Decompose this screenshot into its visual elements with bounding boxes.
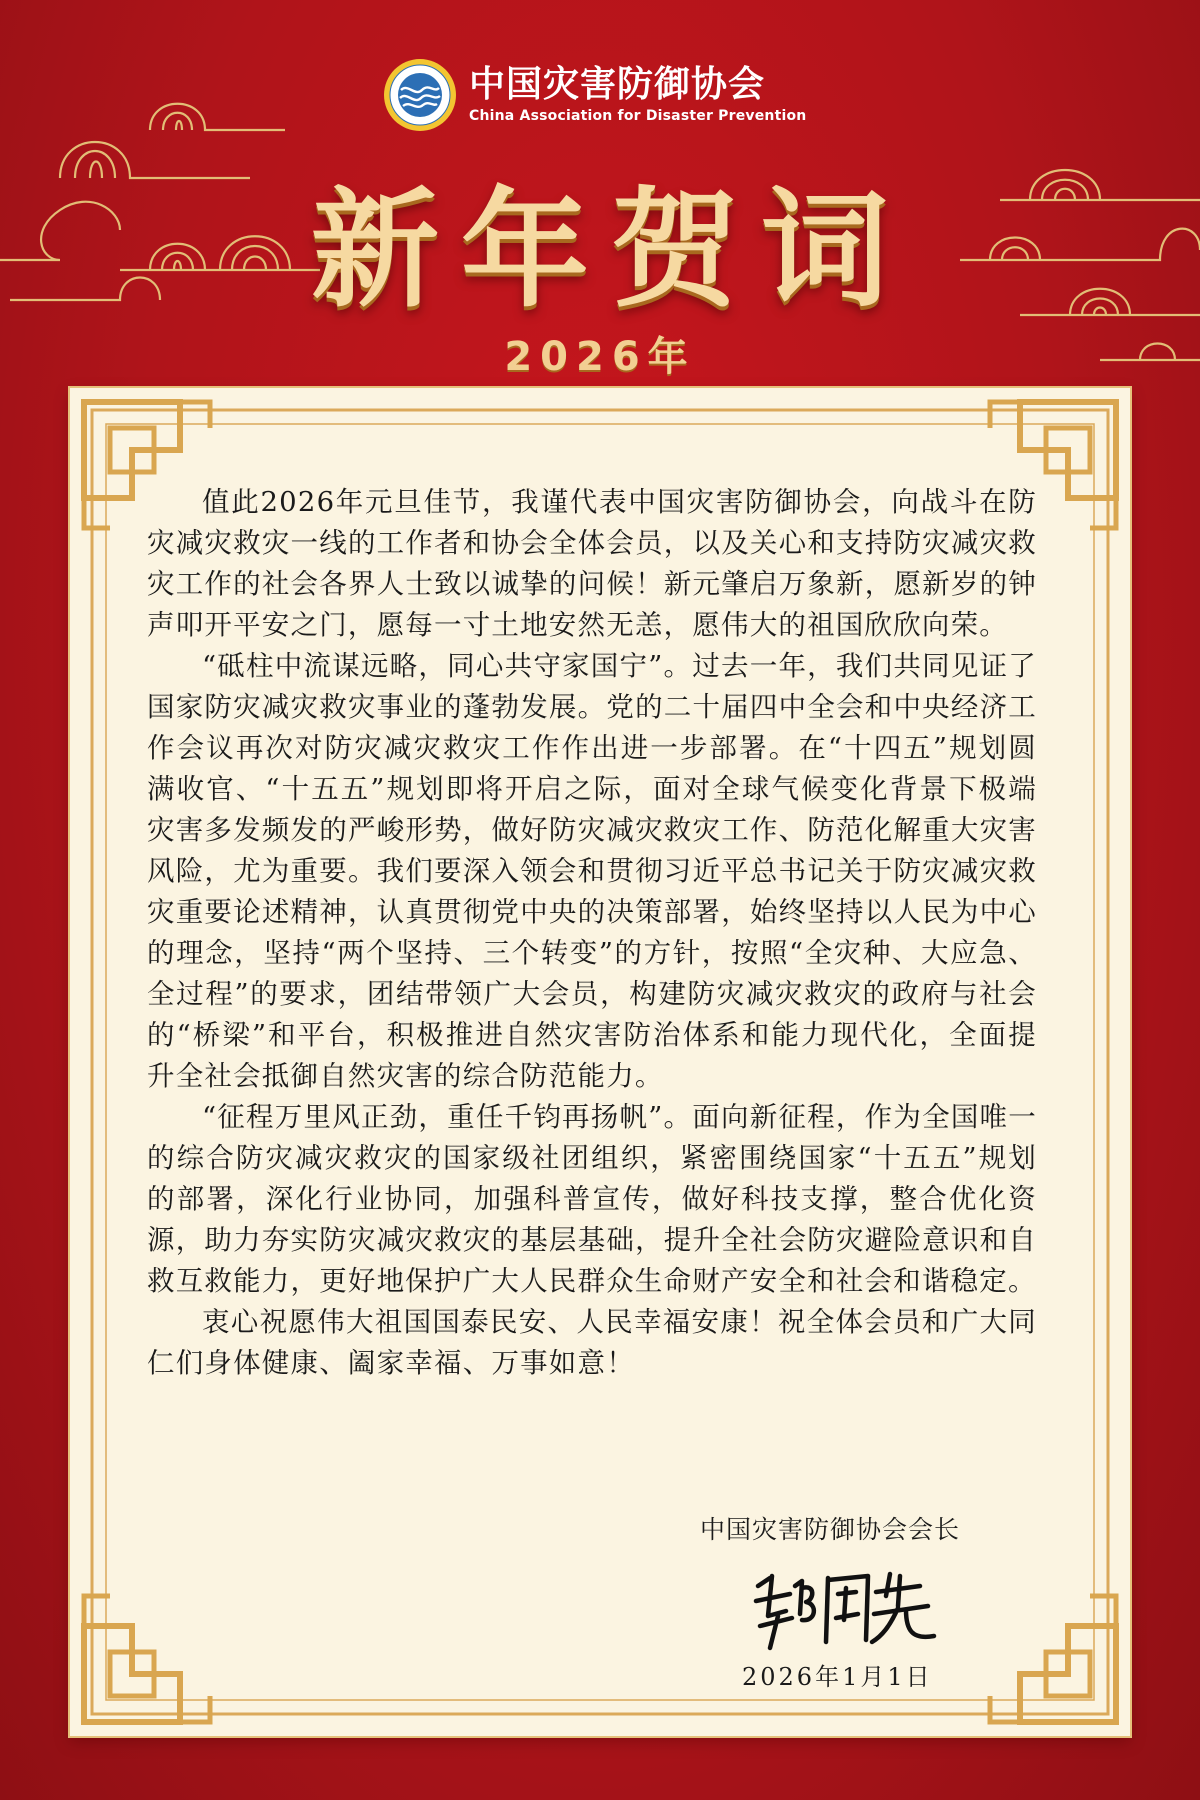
signatory-title: 中国灾害防御协会会长 — [700, 1515, 961, 1544]
year-label: 2026年 — [504, 334, 696, 380]
letter-body — [147, 482, 1037, 1384]
handwritten-signature — [750, 1556, 950, 1656]
letter-paragraph: “征程万里风正劲，重任千钧再扬帆”。面向新征程，作为全国唯一的综合防灾减灾救灾的国家级社团组织，紧密围绕国家“十五五”规划的部署，深化行业协同，加强科普宣传，做好科技支撑，整合优化资源，助力夯实防灾减灾救灾的基层基础，提升全社会防灾避险意识和自救互救能力，更好地保护广大人民群众生命财产安全和社会和谐稳定。 — [147, 1101, 1037, 1297]
org-name-cn: 中国灾害防御协会 — [469, 64, 766, 105]
letter-paragraph: “砥柱中流谋远略，同心共守家国宁”。过去一年，我们共同见证了国家防灾减灾救灾事业的蓬勃发展。党的二十届四中全会和中央经济工作会议再次对防灾减灾救灾工作作出进一步部署。在“十四五”规划圆满收官、“十五五”规划即将开启之际，面对全球气候变化背景下极端灾害多发频发的严峻形势，做好防灾减灾救灾工作、防范化解重大灾害风险，尤为重要。我们要深入领会和贯彻习近平总书记关于防灾减灾救灾重要论述精神，认真贯彻党中央的决策部署，始终坚持以人民为中心的理念，坚持“两个坚持、三个转变”的方针，按照“全灾种、大应急、全过程”的要求，团结带领广大会员，构建防灾减灾救灾的政府与社会的“桥梁”和平台，积极推进自然灾害防治体系和能力现代化，全面提升全社会抵御自然灾害的综合防范能力。 — [147, 650, 1037, 1092]
letter-paragraph: 衷心祝愿伟大祖国国泰民安、人民幸福安康！祝全体会员和广大同仁们身体健康、阖家幸福、万事如意！ — [147, 1306, 1037, 1379]
letter-date: 2026年1月1日 — [742, 1663, 933, 1691]
org-emblem-icon — [383, 58, 457, 132]
letter-paragraph: 值此2026年元旦佳节，我谨代表中国灾害防御协会，向战斗在防灾减灾救灾一线的工作者和协会全体会员，以及关心和支持防灾减灾救灾工作的社会各界人士致以诚挚的问候！新元肇启万象新，愿新岁的钟声叩开平安之门，愿每一寸土地安然无恙，愿伟大的祖国欣欣向荣。 — [147, 486, 1037, 641]
org-logo — [383, 55, 823, 135]
letter-panel — [70, 388, 1130, 1736]
org-name-en: China Association for Disaster Prevention — [469, 108, 807, 124]
page-title: 新年贺词 — [310, 175, 911, 325]
